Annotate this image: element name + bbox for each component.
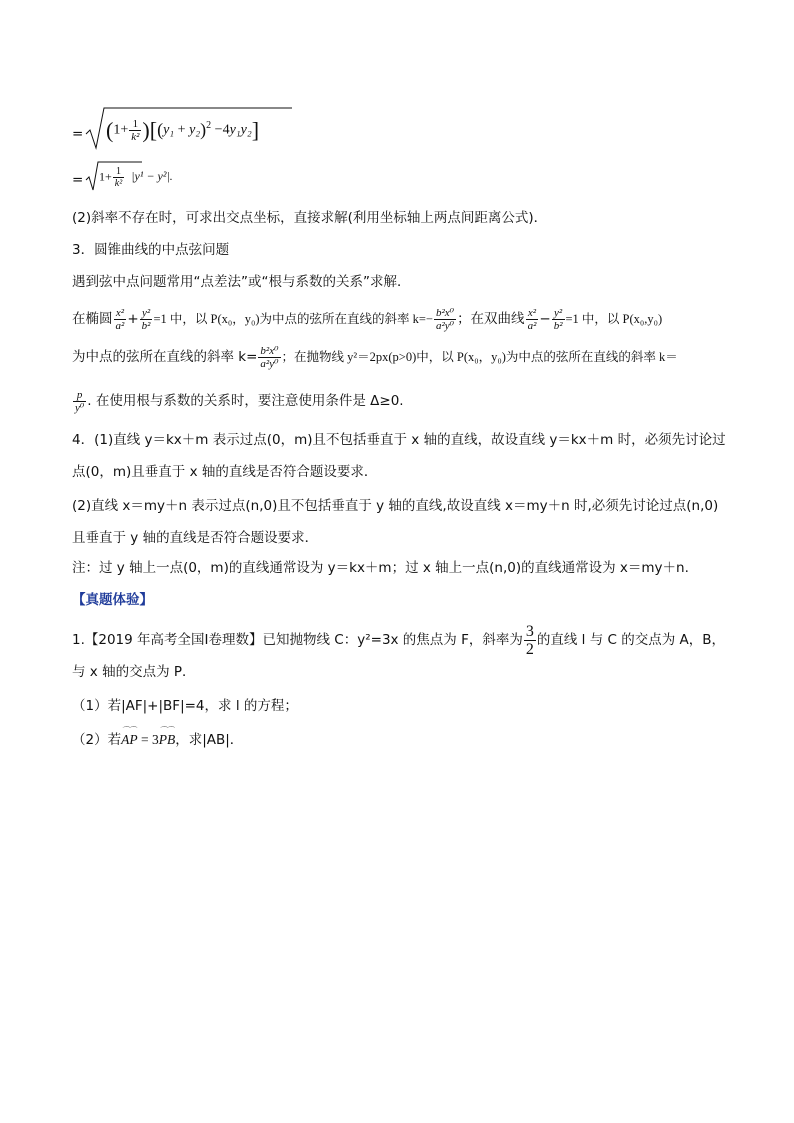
vector-pb: ⌒⌒ PB	[159, 730, 176, 750]
vector-ap: ⌒⌒ AP	[121, 730, 138, 750]
radical-content: (1+ $\frac{1}{\text{k²}}$ )$[(y_1 + y_2)^2 -4y_1y_2]$	[106, 117, 260, 143]
equals-sign: =	[72, 172, 84, 188]
equals-sign: =	[72, 126, 84, 142]
sub-question-1: （1）若|AF|+|BF|=4，求 l 的方程；	[72, 698, 298, 714]
condition-line: $\frac{p}{\text{y⁰}}$ . 在使用根与系数的关系时，要注意使用条件是 Δ≥0.	[75, 388, 404, 414]
text-paragraph: 遇到弦中点问题常用“点差法”或“根与系数的关系”求解．	[72, 274, 411, 290]
section-title: 【真题体验】	[72, 592, 153, 608]
note-paragraph: 注：过 y 轴上一点(0，m)的直线通常设为 y＝kx＋m；过 x 轴上一点(n,0)的直线通常设为 x＝my＋n.	[72, 560, 689, 576]
text-paragraph: 且垂直于 y 轴的直线是否符合题设要求．	[72, 530, 319, 546]
question-stem: 1.【2019 年高考全国Ⅰ卷理数】已知抛物线 C：y²=3x 的焦点为 F，斜率为 $\frac{3}{2}$ 的直线 l 与 C 的交点为 A，B，	[72, 622, 726, 658]
text-paragraph: (2)直线 x＝my＋n 表示过点(n,0)且不包括垂直于 y 轴的直线,故设直线 x＝my＋n 时,必须先讨论过点(n,0)	[72, 498, 719, 514]
text-paragraph: (2)斜率不存在时，可求出交点坐标，直接求解(利用坐标轴上两点间距离公式)．	[72, 210, 548, 226]
sub-question-2: （2）若⌒⌒ AP = 3⌒⌒ PB，求|AB|．	[72, 730, 243, 750]
parabola-line: 为中点的弦所在直线的斜率 k= $\frac{\text{b²x⁰}}{\text{a²y⁰}}$ ；在抛物线 y²＝2px(p>0)中，以 P(x₀，y₀)为中点的弦所在直线的斜率 k＝	[72, 344, 678, 370]
text-heading: 3．圆锥曲线的中点弦问题	[72, 242, 230, 258]
radical-content: 1+ $\frac{1}{\text{k²}}$ |y¹ − y²|.	[99, 166, 173, 189]
question-stem-cont: 与 x 轴的交点为 P．	[72, 664, 196, 680]
ellipse-hyperbola-line: 在椭圆 $\frac{\text{x²}}{\text{a²}}$ + $\frac{\text{y²}}{\text{b²}}$ =1 中，以 P(x₀，y₀)为中点的弦所在直线的斜率 k=− $\frac{\text{b²x⁰}}{\text{a²y⁰}}$ ；在双曲线 $\frac{\text{x²}}{\text{a²}}$ − $\frac{\text{y²}}{\text{b²}}$ =1 中，以 P(x₀,y₀)	[72, 306, 663, 332]
text-paragraph: 4．(1)直线 y＝kx＋m 表示过点(0，m)且不包括垂直于 x 轴的直线，故设直线 y＝kx＋m 时，必须先讨论过	[72, 432, 726, 448]
text-paragraph: 点(0，m)且垂直于 x 轴的直线是否符合题设要求．	[72, 464, 378, 480]
